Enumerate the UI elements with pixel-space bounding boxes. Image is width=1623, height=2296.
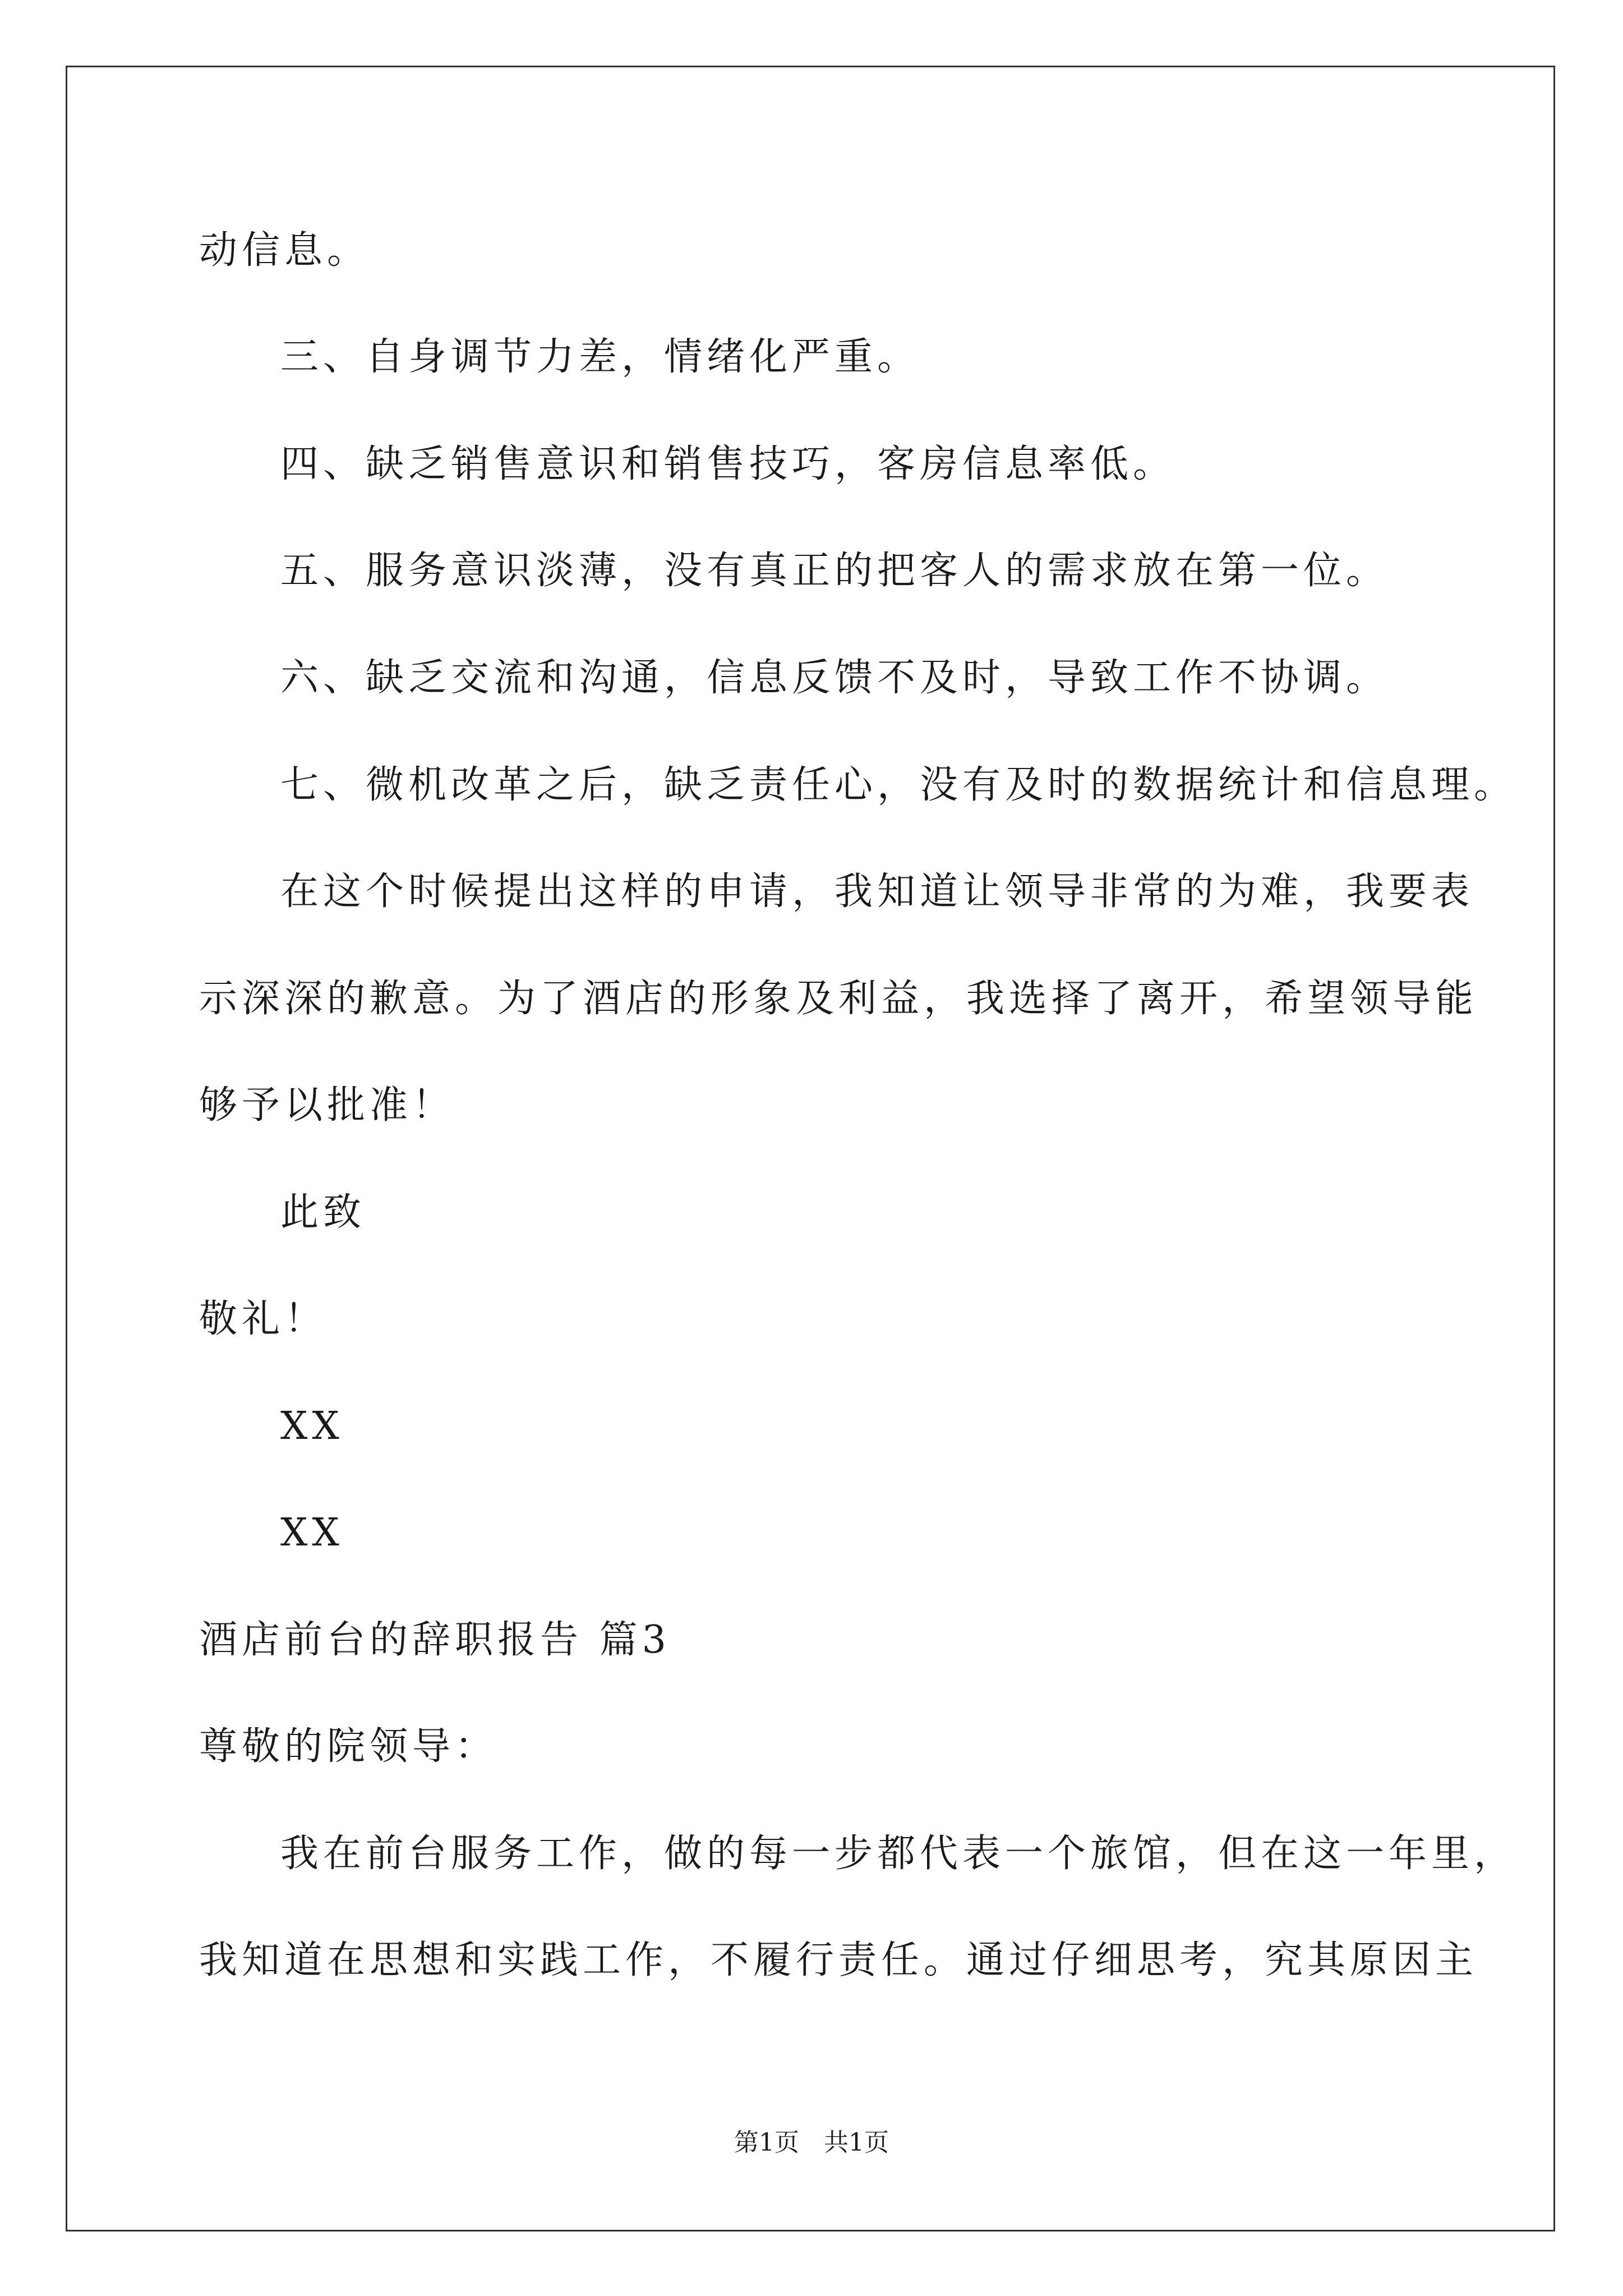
page-border [66, 66, 1555, 2231]
list-item: 三、自身调节力差，情绪化严重。 [280, 335, 920, 379]
signature-date: XX [280, 1511, 344, 1555]
paragraph-line: 示深深的歉意。为了酒店的形象及利益，我选择了离开，希望领导能 [199, 977, 1478, 1021]
text-line: 动信息。 [199, 228, 370, 273]
paragraph-line: 我知道在思想和实践工作，不履行责任。通过仔细思考，究其原因主 [199, 1938, 1478, 1982]
paragraph-line: 够予以批准！ [199, 1083, 455, 1128]
closing-regards: 敬礼！ [199, 1297, 328, 1341]
paragraph-line: 在这个时候提出这样的申请，我知道让领导非常的为难，我要表 [280, 869, 1474, 914]
section-heading: 酒店前台的辞职报告 篇3 [199, 1618, 671, 1662]
list-item: 五、服务意识淡薄，没有真正的把客人的需求放在第一位。 [280, 549, 1389, 593]
letter-greeting: 尊敬的院领导： [199, 1724, 498, 1769]
page-footer: 第1页 共1页 [734, 2128, 889, 2157]
list-item: 六、缺乏交流和沟通，信息反馈不及时，导致工作不协调。 [280, 656, 1389, 700]
list-item: 四、缺乏销售意识和销售技巧，客房信息率低。 [280, 442, 1176, 486]
list-item: 七、微机改革之后，缺乏责任心，没有及时的数据统计和信息理。 [280, 763, 1517, 807]
signature-name: XX [280, 1404, 344, 1448]
paragraph-line: 我在前台服务工作，做的每一步都代表一个旅馆，但在这一年里， [280, 1832, 1517, 1876]
closing-salutation: 此致 [280, 1190, 366, 1235]
